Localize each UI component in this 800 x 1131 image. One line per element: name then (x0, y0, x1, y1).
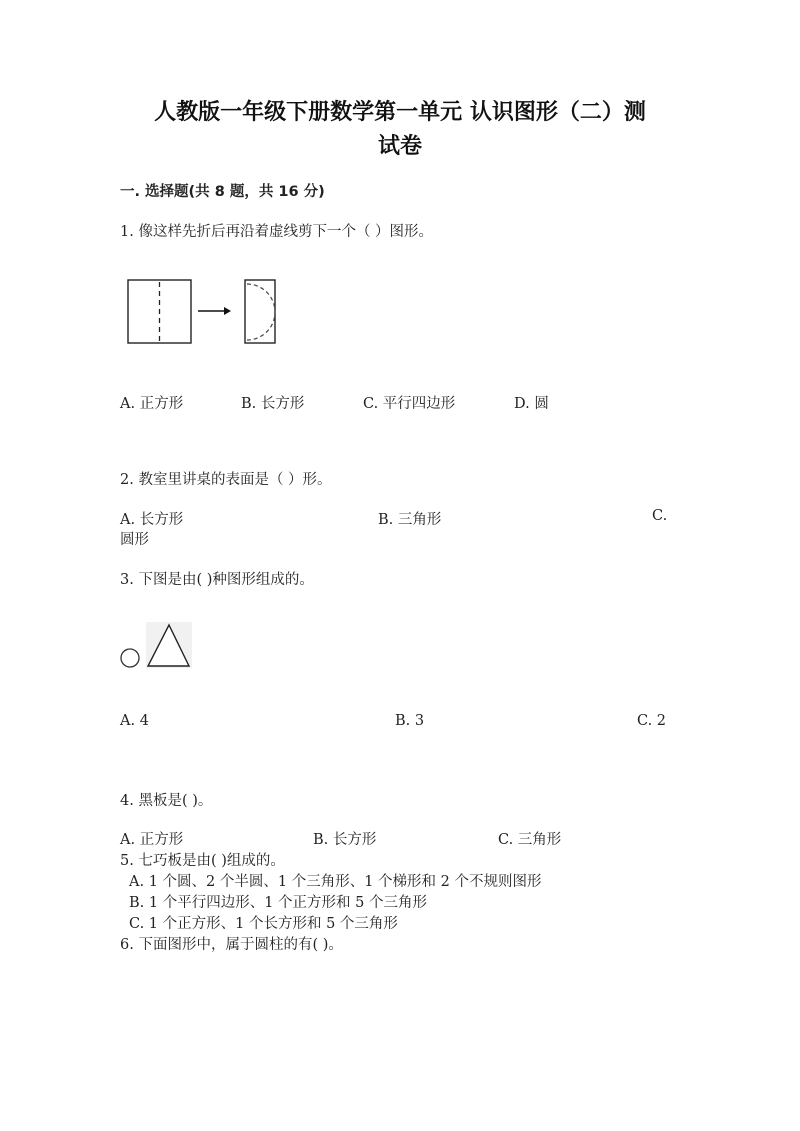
q5-stem: 5. 七巧板是由( )组成的。 (120, 853, 285, 869)
q5-option-b: B. 1 个平行四边形、1 个正方形和 5 个三角形 (129, 895, 427, 911)
arrow-head-icon (224, 307, 231, 315)
q4-option-a: A. 正方形 (120, 832, 184, 848)
q3-stem: 3. 下图是由( )种图形组成的。 (120, 572, 314, 588)
q6-stem: 6. 下面图形中，属于圆柱的有( )。 (120, 937, 343, 953)
q2-option-a: A. 长方形 (120, 512, 184, 528)
q1-option-b: B. 长方形 (241, 396, 305, 412)
q2-stem: 2. 教室里讲桌的表面是（ ）形。 (120, 472, 332, 488)
q5-option-a: A. 1 个圆、2 个半圆、1 个三角形、1 个梯形和 2 个不规则图形 (129, 874, 542, 890)
q3-option-a: A. 4 (120, 713, 149, 729)
q1-option-a: A. 正方形 (120, 396, 184, 412)
section-heading: 一. 选择题(共 8 题，共 16 分) (120, 184, 325, 200)
q4-stem: 4. 黑板是( )。 (120, 793, 213, 809)
q1-option-c: C. 平行四边形 (363, 396, 456, 412)
folded-paper (245, 280, 275, 343)
q2-option-c: C. (652, 508, 668, 524)
q1-option-d: D. 圆 (514, 396, 549, 412)
circle-triangle-figure (118, 622, 194, 670)
q2-option-c-text: 圆形 (120, 532, 149, 548)
q5-option-c: C. 1 个正方形、1 个长方形和 5 个三角形 (129, 916, 398, 932)
cut-arc-dashed (247, 284, 275, 340)
q3-option-b: B. 3 (395, 713, 425, 729)
q1-stem: 1. 像这样先折后再沿着虚线剪下一个（ ）图形。 (120, 224, 434, 240)
q2-option-b: B. 三角形 (378, 512, 442, 528)
q3-option-c: C. 2 (637, 713, 667, 729)
fold-cut-figure (120, 272, 285, 352)
page-title (100, 96, 700, 164)
title-line-2: 试卷 (377, 134, 422, 159)
q4-option-c: C. 三角形 (498, 832, 562, 848)
title-line-1: 人教版一年级下册数学第一单元 认识图形（二）测 (154, 100, 646, 125)
q4-option-b: B. 长方形 (313, 832, 377, 848)
small-circle (121, 649, 139, 667)
